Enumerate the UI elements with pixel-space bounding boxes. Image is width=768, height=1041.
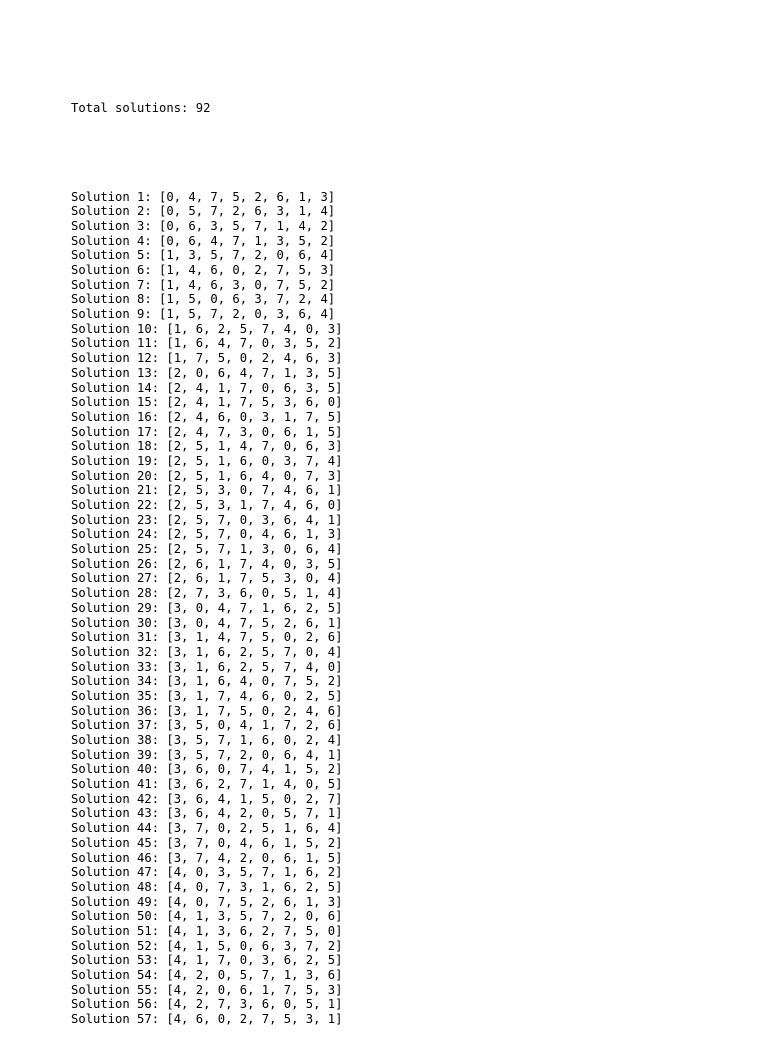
solution-row: Solution 53: [4, 1, 7, 0, 3, 6, 2, 5] <box>71 953 343 968</box>
solution-row: Solution 51: [4, 1, 3, 6, 2, 7, 5, 0] <box>71 923 343 938</box>
solution-row: Solution 13: [2, 0, 6, 4, 7, 1, 3, 5] <box>71 365 343 380</box>
solution-row: Solution 46: [3, 7, 4, 2, 0, 6, 1, 5] <box>71 850 343 865</box>
solution-row: Solution 21: [2, 5, 3, 0, 7, 4, 6, 1] <box>71 483 343 498</box>
solution-row: Solution 16: [2, 4, 6, 0, 3, 1, 7, 5] <box>71 409 343 424</box>
solution-row: Solution 12: [1, 7, 5, 0, 2, 4, 6, 3] <box>71 351 343 366</box>
solution-row: Solution 54: [4, 2, 0, 5, 7, 1, 3, 6] <box>71 968 343 983</box>
solution-row: Solution 25: [2, 5, 7, 1, 3, 0, 6, 4] <box>71 542 343 557</box>
solution-row: Solution 32: [3, 1, 6, 2, 5, 7, 0, 4] <box>71 644 343 659</box>
solution-row: Solution 47: [4, 0, 3, 5, 7, 1, 6, 2] <box>71 865 343 880</box>
solution-row: Solution 30: [3, 0, 4, 7, 5, 2, 6, 1] <box>71 615 343 630</box>
solution-row: Solution 42: [3, 6, 4, 1, 5, 0, 2, 7] <box>71 791 343 806</box>
solution-row: Solution 41: [3, 6, 2, 7, 1, 4, 0, 5] <box>71 777 343 792</box>
solution-row: Solution 4: [0, 6, 4, 7, 1, 3, 5, 2] <box>71 233 336 248</box>
solution-row: Solution 29: [3, 0, 4, 7, 1, 6, 2, 5] <box>71 600 343 615</box>
solution-row: Solution 43: [3, 6, 4, 2, 0, 5, 7, 1] <box>71 806 343 821</box>
solution-row: Solution 5: [1, 3, 5, 7, 2, 0, 6, 4] <box>71 248 336 263</box>
solution-row: Solution 14: [2, 4, 1, 7, 0, 6, 3, 5] <box>71 380 343 395</box>
solution-row: Solution 39: [3, 5, 7, 2, 0, 6, 4, 1] <box>71 747 343 762</box>
solution-row: Solution 8: [1, 5, 0, 6, 3, 7, 2, 4] <box>71 292 336 307</box>
solution-row: Solution 28: [2, 7, 3, 6, 0, 5, 1, 4] <box>71 586 343 601</box>
solution-row: Solution 3: [0, 6, 3, 5, 7, 1, 4, 2] <box>71 218 336 233</box>
solution-row: Solution 52: [4, 1, 5, 0, 6, 3, 7, 2] <box>71 938 343 953</box>
solution-row: Solution 19: [2, 5, 1, 6, 0, 3, 7, 4] <box>71 453 343 468</box>
solution-row: Solution 11: [1, 6, 4, 7, 0, 3, 5, 2] <box>71 336 343 351</box>
solution-row: Solution 31: [3, 1, 4, 7, 5, 0, 2, 6] <box>71 630 343 645</box>
solution-row: Solution 1: [0, 4, 7, 5, 2, 6, 1, 3] <box>71 189 336 204</box>
solution-row: Solution 10: [1, 6, 2, 5, 7, 4, 0, 3] <box>71 321 343 336</box>
solution-row: Solution 56: [4, 2, 7, 3, 6, 0, 5, 1] <box>71 997 343 1012</box>
solution-row: Solution 15: [2, 4, 1, 7, 5, 3, 6, 0] <box>71 395 343 410</box>
solution-row: Solution 34: [3, 1, 6, 4, 0, 7, 5, 2] <box>71 674 343 689</box>
solution-row: Solution 44: [3, 7, 0, 2, 5, 1, 6, 4] <box>71 821 343 836</box>
solution-row: Solution 17: [2, 4, 7, 3, 0, 6, 1, 5] <box>71 424 343 439</box>
solution-row: Solution 27: [2, 6, 1, 7, 5, 3, 0, 4] <box>71 571 343 586</box>
solution-row: Solution 24: [2, 5, 7, 0, 4, 6, 1, 3] <box>71 527 343 542</box>
solution-row: Solution 55: [4, 2, 0, 6, 1, 7, 5, 3] <box>71 982 343 997</box>
solution-row: Solution 7: [1, 4, 6, 3, 0, 7, 5, 2] <box>71 277 336 292</box>
solution-row: Solution 23: [2, 5, 7, 0, 3, 6, 4, 1] <box>71 512 343 527</box>
solution-row: Solution 9: [1, 5, 7, 2, 0, 3, 6, 4] <box>71 307 336 322</box>
solution-row: Solution 37: [3, 5, 0, 4, 1, 7, 2, 6] <box>71 718 343 733</box>
solution-row: Solution 2: [0, 5, 7, 2, 6, 3, 1, 4] <box>71 204 336 219</box>
solution-row: Solution 20: [2, 5, 1, 6, 4, 0, 7, 3] <box>71 468 343 483</box>
solution-row: Solution 26: [2, 6, 1, 7, 4, 0, 3, 5] <box>71 556 343 571</box>
solution-row: Solution 49: [4, 0, 7, 5, 2, 6, 1, 3] <box>71 894 343 909</box>
solution-row: Solution 57: [4, 6, 0, 2, 7, 5, 3, 1] <box>71 1012 343 1027</box>
solution-list <box>71 190 343 1027</box>
console-output <box>71 72 343 1041</box>
blank-line <box>71 146 343 161</box>
solution-row: Solution 36: [3, 1, 7, 5, 0, 2, 4, 6] <box>71 703 343 718</box>
solution-row: Solution 33: [3, 1, 6, 2, 5, 7, 4, 0] <box>71 659 343 674</box>
solution-row: Solution 48: [4, 0, 7, 3, 1, 6, 2, 5] <box>71 879 343 894</box>
solution-row: Solution 38: [3, 5, 7, 1, 6, 0, 2, 4] <box>71 733 343 748</box>
solution-row: Solution 45: [3, 7, 0, 4, 6, 1, 5, 2] <box>71 835 343 850</box>
solution-row: Solution 35: [3, 1, 7, 4, 6, 0, 2, 5] <box>71 688 343 703</box>
solution-row: Solution 50: [4, 1, 3, 5, 7, 2, 0, 6] <box>71 909 343 924</box>
solution-row: Solution 18: [2, 5, 1, 4, 7, 0, 6, 3] <box>71 439 343 454</box>
total-solutions-text: Total solutions: 92 <box>71 101 211 116</box>
solution-row: Solution 22: [2, 5, 3, 1, 7, 4, 6, 0] <box>71 498 343 513</box>
solution-row: Solution 6: [1, 4, 6, 0, 2, 7, 5, 3] <box>71 263 336 278</box>
solution-row: Solution 40: [3, 6, 0, 7, 4, 1, 5, 2] <box>71 762 343 777</box>
